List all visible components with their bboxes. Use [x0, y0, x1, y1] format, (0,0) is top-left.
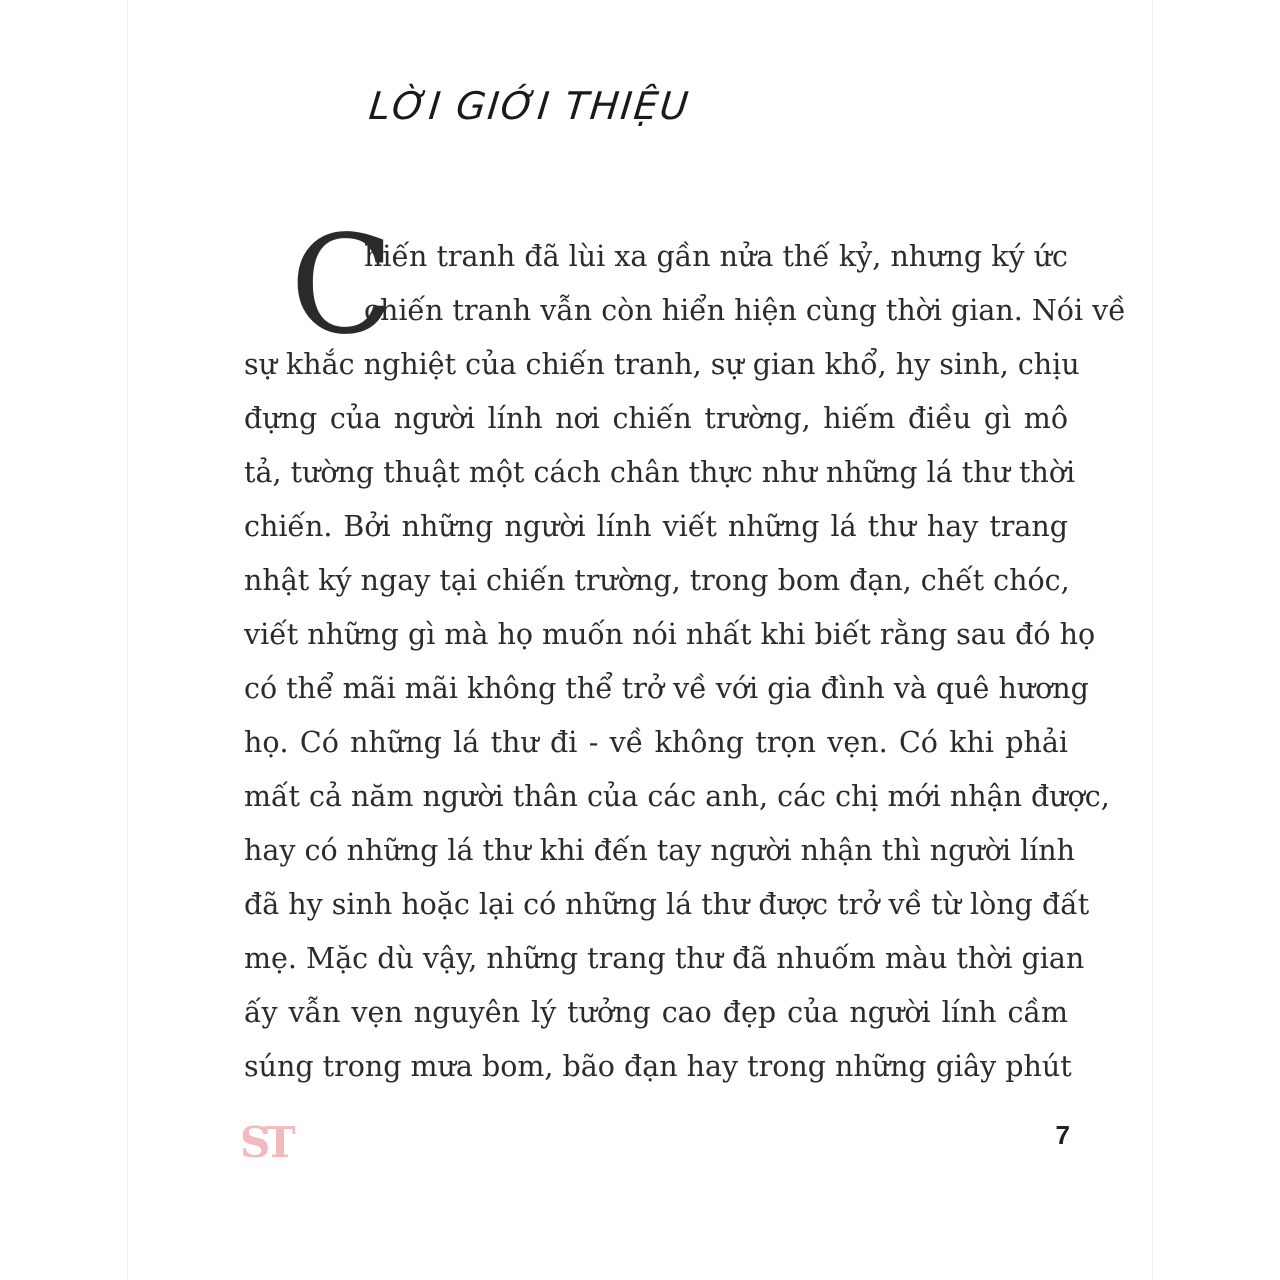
text-line: có thể mãi mãi không thể trở về với gia đình và quê hương: [244, 672, 1089, 705]
page-number: 7: [1055, 1120, 1070, 1150]
text-line: chiến tranh vẫn còn hiển hiện cùng thời gian. Nói về: [364, 294, 1126, 327]
text-line: viết những gì mà họ muốn nói nhất khi biết rằng sau đó họ: [244, 618, 1096, 651]
text-line: mất cả năm người thân của các anh, các chị mới nhận được,: [244, 780, 1110, 813]
text-line: ấy vẫn vẹn nguyên lý tưởng cao đẹp của người lính cầm: [244, 996, 1068, 1029]
publisher-logo: ST: [240, 1118, 290, 1167]
drop-cap-letter: C: [290, 207, 395, 365]
text-line: họ. Có những lá thư đi - về không trọn vẹn. Có khi phải: [244, 726, 1068, 759]
text-line: mẹ. Mặc dù vậy, những trang thư đã nhuốm màu thời gian: [244, 942, 1085, 975]
text-line: đã hy sinh hoặc lại có những lá thư được trở về từ lòng đất: [244, 888, 1090, 921]
text-line: đựng của người lính nơi chiến trường, hiếm điều gì mô: [244, 402, 1068, 435]
body-paragraph: [244, 230, 1126, 1094]
text-line: hiến tranh đã lùi xa gần nửa thế kỷ, nhưng ký ức: [364, 240, 1068, 273]
text-line: nhật ký ngay tại chiến trường, trong bom đạn, chết chóc,: [244, 564, 1070, 597]
text-line: súng trong mưa bom, bão đạn hay trong những giây phút: [244, 1050, 1072, 1083]
text-line: chiến. Bởi những người lính viết những lá thư hay trang: [244, 510, 1068, 543]
text-line: hay có những lá thư khi đến tay người nhận thì người lính: [244, 834, 1076, 867]
text-line: tả, tường thuật một cách chân thực như những lá thư thời: [244, 456, 1076, 489]
page-title: LỜI GIỚI THIỆU: [366, 84, 693, 128]
text-line: sự khắc nghiệt của chiến tranh, sự gian khổ, hy sinh, chịu: [244, 348, 1080, 381]
